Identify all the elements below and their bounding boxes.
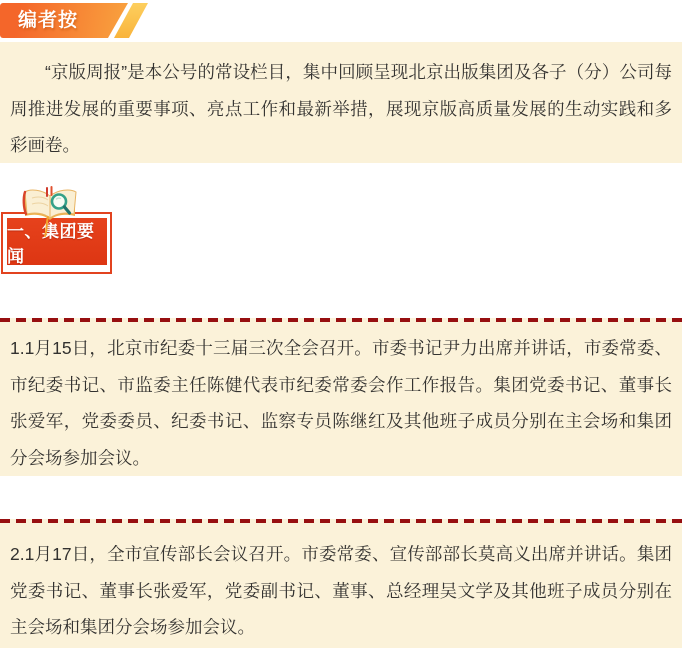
section-heading-row	[0, 163, 682, 318]
editor-note-label: 编者按	[18, 10, 79, 31]
news-item-1	[0, 318, 682, 476]
editor-note-text: “京版周报”是本公号的常设栏目，集中回顾呈现北京出版集团及各子（分）公司每周推进发展的重要事项、亮点工作和最新举措，展现京版高质量发展的生动实践和多彩画卷。	[10, 62, 672, 155]
news-item-2	[0, 519, 682, 648]
editor-note-block	[0, 42, 682, 163]
editor-note-banner	[0, 3, 682, 38]
section-title: 一、集团要闻	[7, 221, 95, 266]
news-text-1: 1.1月15日，北京市纪委十三届三次全会召开。市委书记尹力出席并讲话，市委常委、市纪委书记、市监委主任陈健代表市纪委常委会作工作报告。集团党委书记、董事长张爱军，党委委员、纪委书记、监察专员陈继红及其他班子成员分别在主会场和集团分会场参加会议。	[10, 338, 672, 468]
news-text-2: 2.1月17日，全市宣传部长会议召开。市委常委、宣传部部长莫高义出席并讲话。集团党委书记、董事长张爱军，党委副书记、董事、总经理吴文学及其他班子成员分别在主会场和集团分会场参加会议。	[10, 544, 672, 637]
book-magnifier-icon	[20, 186, 82, 240]
